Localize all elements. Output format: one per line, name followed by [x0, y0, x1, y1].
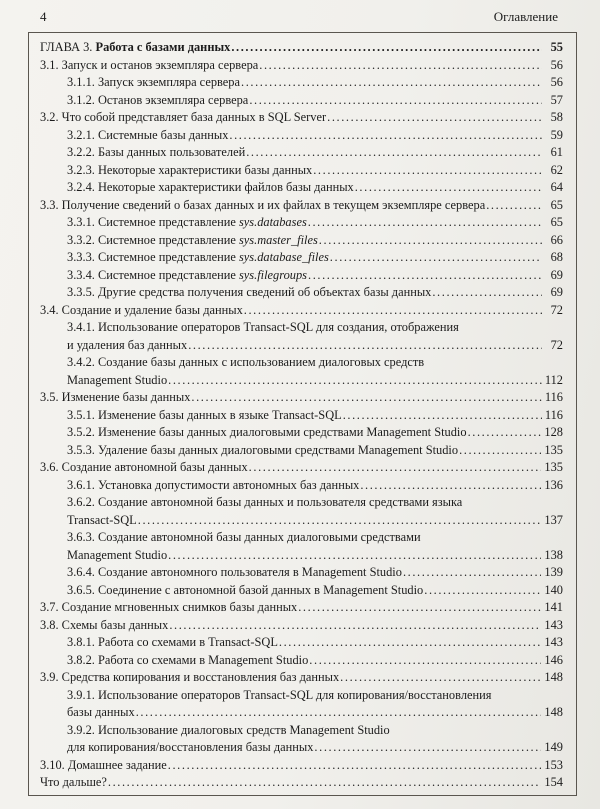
- toc-entry-line: [67, 477, 563, 495]
- entry-page-number: 57: [550, 92, 563, 107]
- dot-leader: [246, 144, 542, 162]
- toc-entry-line: [67, 214, 563, 232]
- toc-entry-line: [67, 582, 563, 600]
- dot-leader: [432, 284, 542, 302]
- toc-entry-line: [67, 144, 563, 162]
- entry-page-number: 128: [544, 425, 563, 439]
- toc-entry: [40, 249, 563, 267]
- entry-text: 3.5.1. Изменение базы данных в языке Transact-SQL: [67, 407, 342, 422]
- dot-leader: [486, 197, 542, 215]
- page-header: [40, 9, 558, 25]
- entry-text: Management Studio: [67, 372, 168, 387]
- entry-text: 3.1. Запуск и останов экземпляра сервера: [40, 57, 259, 72]
- entry-text: 3.6.4. Создание автономного пользователя в Management Studio: [67, 565, 402, 579]
- toc-entry: [40, 459, 563, 477]
- entry-text: 3.9.1. Использование операторов Transact-SQL для копирования/восстановления: [67, 687, 492, 702]
- entry-text: 3.2.3. Некоторые характеристики базы данных: [67, 162, 313, 177]
- toc-entry: [40, 529, 563, 564]
- toc-entry: [40, 634, 563, 652]
- dot-leader: [327, 109, 542, 127]
- entry-text: 3.3.3. Системное представление sys.database_files: [67, 250, 329, 264]
- toc-entry-line: [40, 459, 563, 477]
- entry-text: 3.9. Средства копирования и восстановления баз данных: [40, 670, 340, 684]
- toc-entry: [40, 722, 563, 757]
- entry-page-number: 138: [544, 547, 563, 562]
- toc-entry-line: [67, 407, 563, 425]
- entry-page-number: 153: [544, 757, 563, 772]
- entry-page-number: 72: [550, 337, 563, 352]
- entry-page-number: 135: [544, 442, 563, 457]
- entry-page-number: 116: [544, 390, 563, 404]
- toc-entry: [40, 179, 563, 197]
- dot-leader: [403, 564, 541, 582]
- toc-entry: [40, 407, 563, 425]
- toc-entry-continuation-line: [67, 319, 563, 337]
- dot-leader: [244, 302, 542, 320]
- toc-entry: [40, 214, 563, 232]
- toc-entry: [40, 599, 563, 617]
- toc-entry: [40, 319, 563, 354]
- toc-entry: [40, 74, 563, 92]
- dot-leader: [314, 739, 541, 757]
- dot-leader: [138, 512, 542, 530]
- toc-entry-line: [40, 389, 563, 407]
- toc-entry: [40, 197, 563, 215]
- entry-text: 3.1.2. Останов экземпляра сервера: [67, 92, 249, 107]
- entry-text: Management Studio: [67, 547, 168, 562]
- entry-text: 3.7. Создание мгновенных снимков базы данных: [40, 600, 298, 614]
- toc-entry-line: [67, 337, 563, 355]
- dot-leader: [188, 337, 542, 355]
- entry-page-number: 66: [550, 232, 563, 247]
- dot-leader: [241, 74, 542, 92]
- dot-leader: [108, 774, 542, 792]
- entry-page-number: 65: [550, 197, 563, 212]
- entry-text: 3.8. Схемы базы данных: [40, 617, 169, 632]
- dot-leader: [343, 407, 542, 425]
- dot-leader: [313, 162, 542, 180]
- dot-leader: [319, 232, 542, 250]
- dot-leader: [298, 599, 541, 617]
- toc-entry: [40, 617, 563, 635]
- toc-entry-line: [40, 669, 563, 687]
- toc-entry-line: [67, 127, 563, 145]
- dot-leader: [279, 634, 542, 652]
- entry-text: 3.3.4. Системное представление sys.filegroups: [67, 267, 308, 282]
- dot-leader: [168, 372, 542, 390]
- toc-entry-line: [40, 757, 563, 775]
- dot-leader: [424, 582, 541, 600]
- entry-text: 3.8.2. Работа со схемами в Management Studio: [67, 652, 309, 667]
- entry-page-number: 62: [550, 162, 563, 177]
- entry-page-number: 55: [550, 40, 563, 54]
- toc-entry: [40, 354, 563, 389]
- entry-text: 3.6. Создание автономной базы данных: [40, 460, 248, 474]
- toc-entry-line: [40, 774, 563, 792]
- entry-text: 3.2. Что собой представляет база данных в SQL Server: [40, 110, 327, 124]
- dot-leader: [355, 179, 542, 197]
- entry-page-number: 64: [550, 180, 563, 194]
- entry-page-number: 154: [544, 775, 563, 789]
- entry-page-number: 59: [550, 127, 563, 142]
- entry-text: 3.3.2. Системное представление sys.master_files: [67, 232, 318, 247]
- toc-entry-line: [67, 634, 563, 652]
- entry-page-number: 56: [550, 75, 563, 89]
- entry-text: 3.9.2. Использование диалоговых средств Management Studio: [67, 722, 390, 737]
- entry-text: 3.5.3. Удаление базы данных диалоговыми средствами Management Studio: [67, 442, 459, 457]
- dot-leader: [168, 757, 542, 775]
- toc-entry: [40, 494, 563, 529]
- entry-text: 3.8.1. Работа со схемами в Transact-SQL: [67, 635, 278, 649]
- entry-page-number: 69: [550, 285, 563, 299]
- entry-page-number: 58: [550, 110, 563, 124]
- toc-entry-line: [67, 284, 563, 302]
- entry-text: Transact-SQL: [67, 512, 137, 527]
- toc-entry-line: [67, 739, 563, 757]
- dot-leader: [231, 39, 542, 57]
- toc-entry-line: [40, 197, 563, 215]
- entry-page-number: 141: [544, 600, 563, 614]
- toc-entry-line: [40, 617, 563, 635]
- dot-leader: [191, 389, 541, 407]
- entry-text: 3.2.4. Некоторые характеристики файлов базы данных: [67, 180, 354, 194]
- entry-page-number: 56: [550, 57, 563, 72]
- toc-entry-line: [67, 92, 563, 110]
- entry-text: 3.10. Домашнее задание: [40, 757, 167, 772]
- dot-leader: [468, 424, 542, 442]
- dot-leader: [249, 92, 542, 110]
- entry-text: 3.3.5. Другие средства получения сведений об объектах базы данных: [67, 285, 432, 299]
- toc-list: [40, 39, 563, 792]
- toc-entry-line: [40, 599, 563, 617]
- toc-entry: [40, 57, 563, 75]
- toc-entry: [40, 144, 563, 162]
- page-number-header: 4: [40, 9, 47, 24]
- dot-leader: [229, 127, 542, 145]
- toc-entry-line: [67, 512, 563, 530]
- dot-leader: [308, 214, 542, 232]
- toc-entry-continuation-line: [67, 529, 563, 547]
- entry-text: ГЛАВА 3. Работа с базами данных: [40, 40, 231, 54]
- entry-text: 3.5. Изменение базы данных: [40, 390, 191, 404]
- toc-entry-line: [67, 372, 563, 390]
- toc-entry-continuation-line: [67, 494, 563, 512]
- entry-page-number: 140: [544, 582, 563, 597]
- toc-entry: [40, 687, 563, 722]
- entry-text: 3.6.3. Создание автономной базы данных диалоговыми средствами: [67, 530, 421, 544]
- toc-entry-line: [40, 302, 563, 320]
- dot-leader: [330, 249, 542, 267]
- entry-page-number: 65: [550, 215, 563, 229]
- toc-entry: [40, 39, 563, 57]
- entry-page-number: 112: [544, 372, 563, 387]
- entry-text: 3.6.5. Соединение с автономной базой данных в Management Studio: [67, 582, 424, 597]
- toc-entry: [40, 582, 563, 600]
- entry-page-number: 143: [544, 635, 563, 649]
- entry-text: 3.4.2. Создание базы данных с использованием диалоговых средств: [67, 355, 425, 369]
- toc-entry: [40, 232, 563, 250]
- toc-entry: [40, 389, 563, 407]
- toc-entry-line: [67, 232, 563, 250]
- toc-entry: [40, 477, 563, 495]
- toc-entry-line: [67, 547, 563, 565]
- entry-text: 3.2.1. Системные базы данных: [67, 127, 229, 142]
- toc-entry-line: [67, 249, 563, 267]
- entry-text: 3.4. Создание и удаление базы данных: [40, 302, 243, 317]
- toc-entry-line: [67, 74, 563, 92]
- entry-text: базы данных: [67, 705, 135, 719]
- toc-entry: [40, 442, 563, 460]
- entry-text: 3.1.1. Запуск экземпляра сервера: [67, 75, 240, 89]
- dot-leader: [169, 617, 541, 635]
- toc-entry-line: [67, 704, 563, 722]
- entry-page-number: 68: [550, 250, 563, 264]
- entry-text: 3.6.2. Создание автономной базы данных и пользователя средствами языка: [67, 495, 463, 509]
- toc-entry-line: [67, 442, 563, 460]
- entry-page-number: 148: [544, 705, 563, 719]
- toc-entry: [40, 267, 563, 285]
- entry-text: 3.3.1. Системное представление sys.databases: [67, 215, 307, 229]
- entry-page-number: 69: [550, 267, 563, 282]
- entry-page-number: 139: [544, 565, 563, 579]
- entry-text: 3.6.1. Установка допустимости автономных баз данных: [67, 477, 360, 492]
- header-title: Оглавление: [493, 9, 558, 24]
- toc-entry-line: [67, 564, 563, 582]
- dot-leader: [360, 477, 541, 495]
- toc-entry: [40, 302, 563, 320]
- entry-text: 3.4.1. Использование операторов Transact-SQL для создания, отображения: [67, 320, 459, 334]
- entry-text: 3.5.2. Изменение базы данных диалоговыми средствами Management Studio: [67, 425, 467, 439]
- toc-entry: [40, 284, 563, 302]
- entry-page-number: 116: [544, 407, 563, 422]
- toc-entry: [40, 757, 563, 775]
- dot-leader: [168, 547, 541, 565]
- entry-text: 3.2.2. Базы данных пользователей: [67, 145, 246, 159]
- dot-leader: [459, 442, 541, 460]
- toc-entry-line: [67, 424, 563, 442]
- entry-page-number: 61: [550, 145, 563, 159]
- toc-entry: [40, 424, 563, 442]
- toc-entry: [40, 109, 563, 127]
- toc-entry-line: [40, 57, 563, 75]
- dot-leader: [136, 704, 542, 722]
- toc-frame: [28, 32, 577, 796]
- entry-text: 3.3. Получение сведений о базах данных и их файлах в текущем экземпляре сервера: [40, 197, 486, 212]
- entry-text: для копирования/восстановления базы данных: [67, 740, 314, 754]
- entry-page-number: 148: [544, 670, 563, 684]
- toc-entry: [40, 162, 563, 180]
- entry-page-number: 143: [544, 617, 563, 632]
- entry-page-number: 137: [544, 512, 563, 527]
- dot-leader: [309, 652, 541, 670]
- toc-entry: [40, 127, 563, 145]
- toc-entry-line: [67, 267, 563, 285]
- dot-leader: [308, 267, 542, 285]
- entry-page-number: 149: [544, 740, 563, 754]
- toc-entry-line: [40, 109, 563, 127]
- toc-entry-line: [67, 162, 563, 180]
- toc-entry: [40, 774, 563, 792]
- toc-entry: [40, 652, 563, 670]
- entry-text: Что дальше?: [40, 775, 107, 789]
- toc-entry: [40, 669, 563, 687]
- dot-leader: [259, 57, 542, 75]
- toc-entry-continuation-line: [67, 687, 563, 705]
- entry-page-number: 135: [544, 460, 563, 474]
- toc-entry-continuation-line: [67, 354, 563, 372]
- toc-entry: [40, 564, 563, 582]
- toc-entry-continuation-line: [67, 722, 563, 740]
- toc-entry-line: [40, 39, 563, 57]
- dot-leader: [340, 669, 541, 687]
- entry-page-number: 136: [544, 477, 563, 492]
- toc-entry-line: [67, 652, 563, 670]
- toc-entry-line: [67, 179, 563, 197]
- dot-leader: [249, 459, 542, 477]
- entry-page-number: 72: [550, 302, 563, 317]
- toc-entry: [40, 92, 563, 110]
- entry-text: и удаления баз данных: [67, 337, 188, 352]
- entry-page-number: 146: [544, 652, 563, 667]
